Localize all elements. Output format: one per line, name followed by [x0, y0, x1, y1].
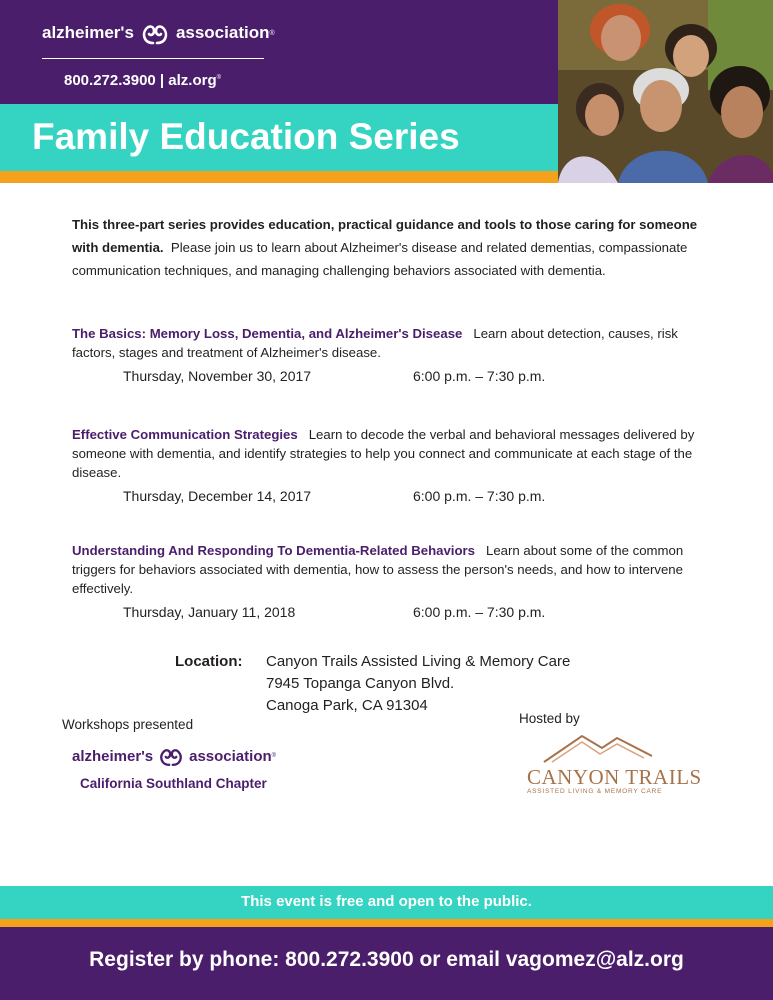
- alz-purple-mind-icon: [156, 744, 186, 768]
- session-date: Thursday, January 11, 2018: [123, 604, 296, 620]
- brand-right: association: [175, 23, 270, 42]
- session-1: [72, 324, 717, 386]
- session-date: Thursday, November 30, 2017: [123, 368, 312, 384]
- session-title: Effective Communication Strategies: [72, 427, 298, 442]
- brand-left: alzheimer's: [42, 23, 134, 42]
- phone-reg: ®: [216, 75, 222, 81]
- brand-left: alzheimer's: [72, 747, 154, 765]
- alz-logo: [42, 20, 275, 46]
- location-label: Location:: [175, 653, 243, 670]
- location-line: Canoga Park, CA 91304: [266, 697, 428, 714]
- title-accent-stripe: [0, 171, 558, 183]
- location-line: Canyon Trails Assisted Living & Memory Care: [266, 653, 571, 670]
- intro-paragraph: [72, 213, 712, 282]
- chapter-name: California Southland Chapter: [80, 776, 267, 791]
- presented-label: Workshops presented: [62, 717, 194, 732]
- header-phone-text: 800.272.3900 | alz.org: [64, 72, 217, 89]
- header-divider: [42, 58, 264, 59]
- brand-reg: ®: [269, 29, 275, 37]
- header-phone: [64, 72, 221, 89]
- session-time: 6:00 p.m. – 7:30 p.m.: [413, 604, 546, 620]
- intro-body: Please join us to learn about Alzheimer's disease and related dementias, compassionate communication techniques, and managing challenging behaviors associated with dementia.: [72, 240, 688, 278]
- session-2: [72, 425, 717, 506]
- footer-accent-stripe: [0, 919, 773, 927]
- register-text: Register by phone: 800.272.3900 or email vagomez@alz.org: [89, 948, 684, 971]
- location-line: 7945 Topanga Canyon Blvd.: [266, 675, 455, 692]
- session-description: Learn to decode the verbal and behavioral messages delivered by someone with dementia, and identify strategies to help you connect and communicate at each stage of the disease.: [72, 427, 695, 480]
- hosted-label: Hosted by: [519, 711, 580, 726]
- session-description: Learn about detection, causes, risk factors, stages and treatment of Alzheimer's disease.: [72, 326, 678, 360]
- alz-logo-small: [72, 744, 276, 768]
- session-date: Thursday, December 14, 2017: [123, 488, 312, 504]
- session-title: The Basics: Memory Loss, Dementia, and Alzheimer's Disease: [72, 326, 463, 341]
- brand-reg: ®: [271, 753, 277, 759]
- session-title: Understanding And Responding To Dementia-Related Behaviors: [72, 543, 475, 558]
- session-description: Learn about some of the common triggers for behaviors associated with dementia, how to assess the person's needs, and how to intervene effectively.: [72, 543, 684, 596]
- session-time: 6:00 p.m. – 7:30 p.m.: [413, 368, 546, 384]
- intro-bold: This three-part series provides education, practical guidance and tools to those caring for someone with dementia.: [72, 217, 698, 255]
- brand-right: association: [189, 747, 272, 765]
- free-event-text: This event is free and open to the public.: [241, 893, 532, 910]
- alz-purple-mind-icon: [138, 20, 172, 46]
- group-photo: [558, 0, 773, 183]
- session-3: [72, 541, 717, 622]
- session-time: 6:00 p.m. – 7:30 p.m.: [413, 488, 546, 504]
- host-subtitle: ASSISTED LIVING & MEMORY CARE: [527, 788, 663, 795]
- host-name: CANYON TRAILS: [527, 765, 702, 789]
- page-title: Family Education Series: [32, 116, 460, 157]
